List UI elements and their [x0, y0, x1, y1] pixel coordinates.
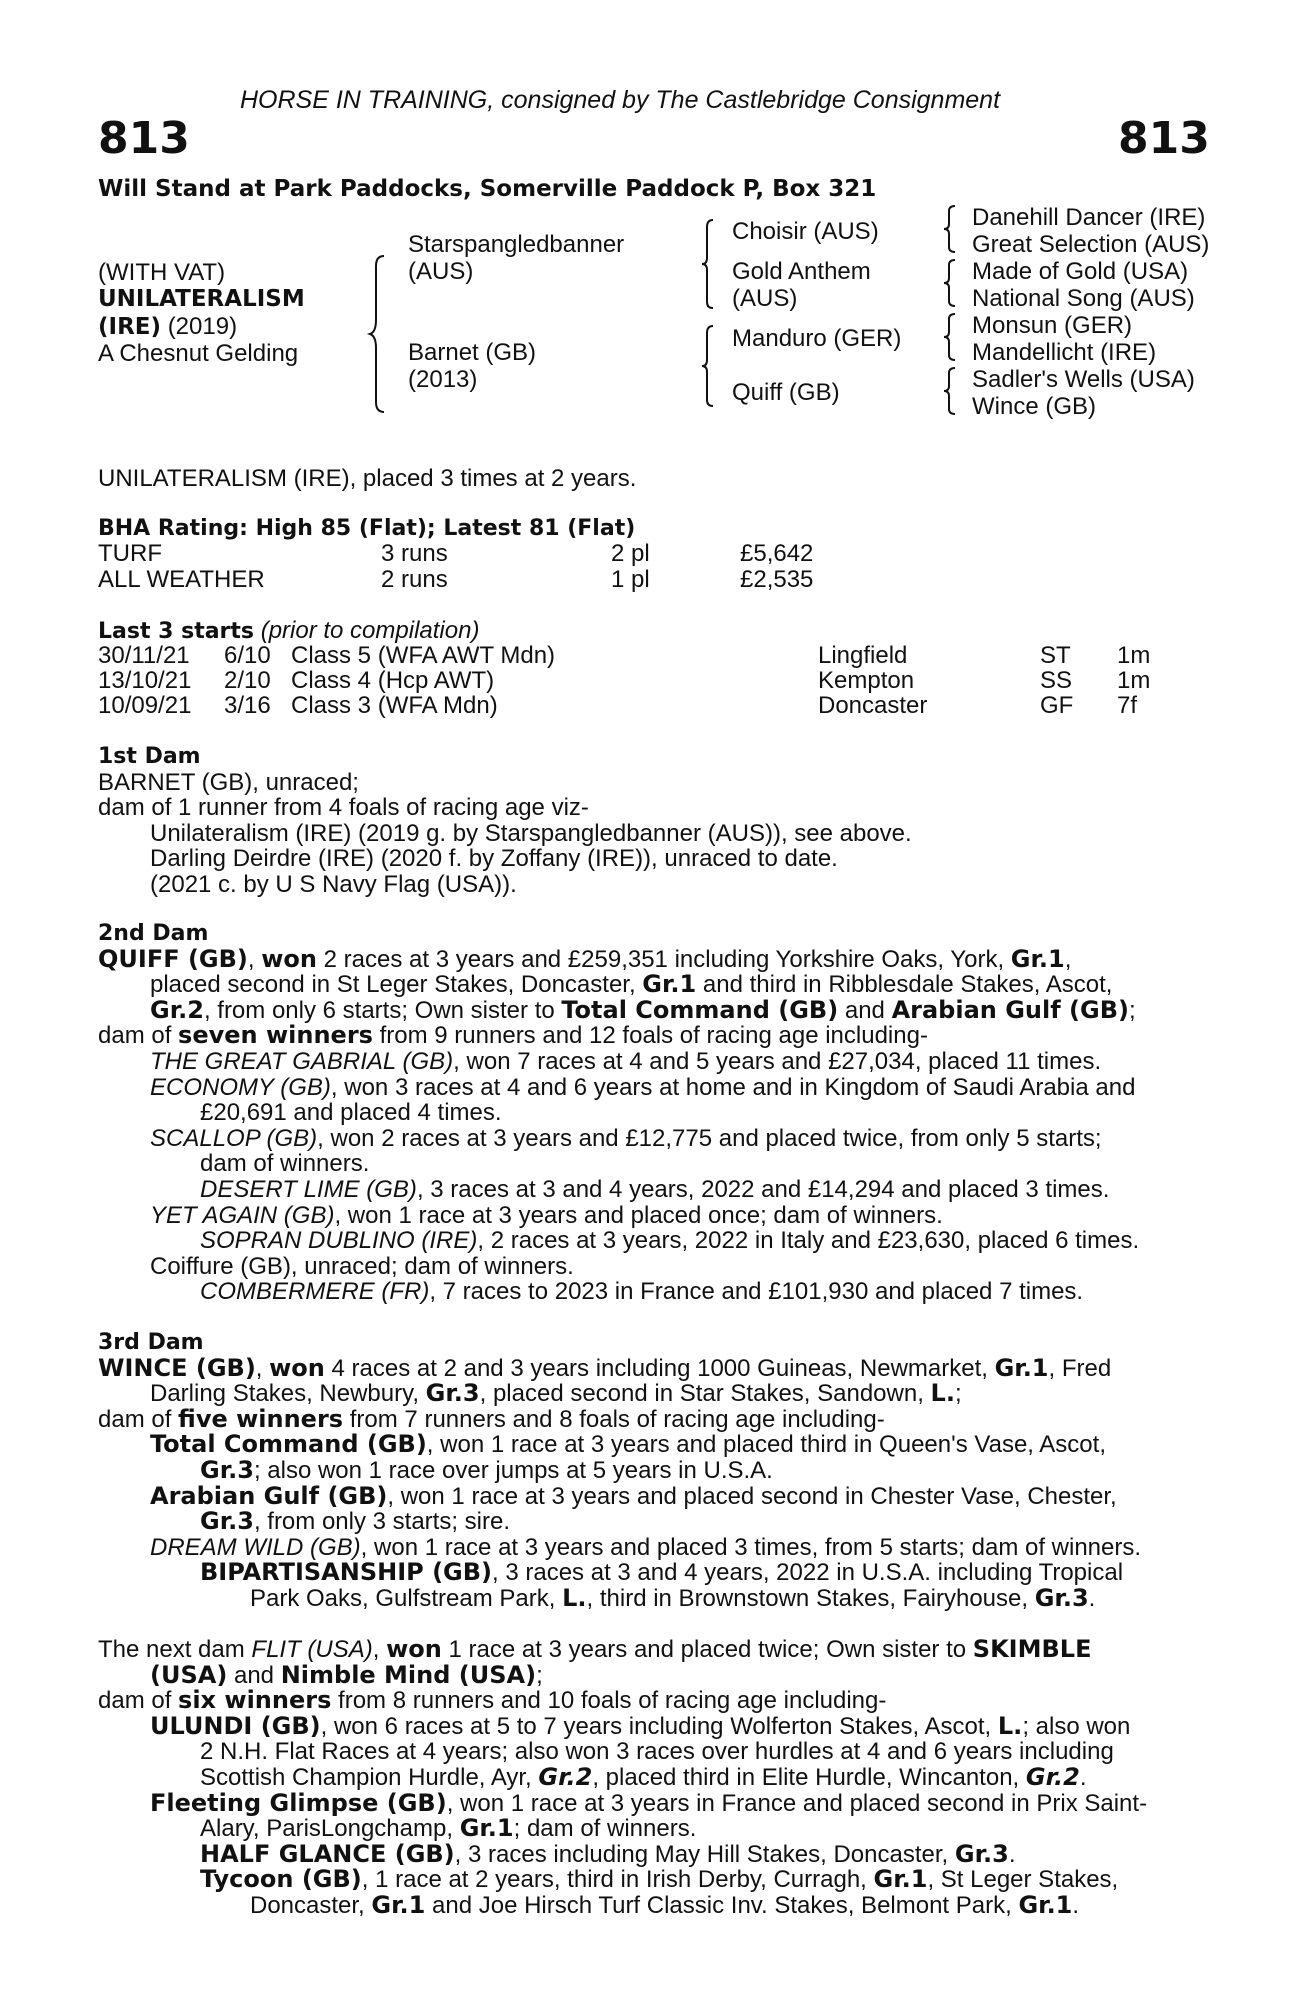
sire-dam-country: (AUS): [732, 285, 798, 312]
pedigree-brace-sire: [700, 218, 716, 310]
ancestor-dds: Sadler's Wells (USA): [972, 366, 1195, 393]
third-dam-section: 3rd Dam WINCE (GB), won 4 races at 2 and 3 years including 1000 Guineas, Newmarket, Gr.1, Fred Darling Stakes, Newbury, Gr.3, placed second in Star Stakes, Sandown, L.; dam of five winners from 7 runners and 8 foals of racing age including- Total Command (GB), won 1 race at 3 years and placed third in Queen's Vase, Ascot, Gr.3; also won 1 race over jumps at 5 years in U.S.A. Arabian Gulf (GB), won 1 race at 3 years and placed second in Chester Vase, Chester, Gr.3, from only 3 starts; sire. DREAM WILD (GB), won 1 race at 3 years and placed 3 times, from 5 starts; dam of winners. BIPARTISANSHIP (GB), 3 races at 3 and 4 years, 2022 in U.S.A. including Tropical Park Oaks, Gulfstream Park, L., third in Brownstown Stakes, Fairyhouse, Gr.3.: [98, 1330, 1208, 1612]
consignor-line: HORSE IN TRAINING, consigned by The Castlebridge Consignment: [240, 86, 1001, 114]
last-starts-title: Last 3 starts (prior to compilation): [98, 617, 480, 644]
ancestor-ssd: Great Selection (AUS): [972, 231, 1210, 258]
sire-dam-name: Gold Anthem: [732, 258, 871, 285]
dam-name: Barnet (GB): [408, 339, 537, 366]
horse-description: A Chesnut Gelding: [98, 340, 299, 367]
first-dam-heading: 1st Dam: [98, 744, 201, 769]
ancestor-ddd: Wince (GB): [972, 393, 1097, 420]
pedigree-brace-ss: [942, 204, 958, 254]
pedigree-brace-ds: [942, 312, 958, 362]
race-summary: UNILATERALISM (IRE), placed 3 times at 2 years.: [98, 465, 637, 492]
ancestor-sss: Danehill Dancer (IRE): [972, 204, 1206, 231]
vat-label: (WITH VAT): [98, 259, 226, 286]
next-dam-section: The next dam FLIT (USA), won 1 race at 3 years and placed twice; Own sister to SKIMBLE (USA) and Nimble Mind (USA); dam of six winners from 8 runners and 10 foals of racing age including- ULUNDI (GB), won 6 races at 5 to 7 years including Wolferton Stakes, Ascot, L.; also won 2 N.H. Flat Races at 4 years; also won 3 races over hurdles at 4 and 6 years including Scottish Champion Hurdle, Ayr, Gr.2, placed third in Elite Hurdle, Wincanton, Gr.2. Fleeting Glimpse (GB), won 1 race at 3 years in France and placed second in Prix Saint- Alary, ParisLongchamp, Gr.1; dam of winners. HALF GLANCE (GB), 3 races including May Hill Stakes, Doncaster, Gr.3. Tycoon (GB), 1 race at 2 years, third in Irish Derby, Curragh, Gr.1, St Leger Stakes, Doncaster, Gr.1 and Joe Hirsch Turf Classic Inv. Stakes, Belmont Park, Gr.1.: [98, 1635, 1148, 1919]
ancestor-sds: Made of Gold (USA): [972, 258, 1189, 285]
ancestor-dss: Monsun (GER): [972, 312, 1133, 339]
sire-name: Starspangledbanner: [408, 231, 625, 258]
horse-country-year: (IRE) (2019): [98, 313, 238, 340]
ancestor-dsd: Mandellicht (IRE): [972, 339, 1157, 366]
pedigree-brace-dam: [700, 324, 716, 408]
bha-rating-title: BHA Rating: High 85 (Flat); Latest 81 (Flat): [98, 516, 636, 541]
second-dam-heading: 2nd Dam: [98, 921, 209, 946]
sire-sire: Choisir (AUS): [732, 218, 879, 245]
pedigree-brace-main: [368, 254, 388, 414]
dam-sire: Manduro (GER): [732, 325, 902, 352]
pedigree-brace-sd: [942, 258, 958, 308]
lot-number-left: 813: [98, 113, 190, 164]
lot-number-right: 813: [1118, 113, 1210, 164]
pedigree-brace-dd: [942, 366, 958, 416]
location-line: Will Stand at Park Paddocks, Somerville Paddock P, Box 321: [98, 176, 877, 202]
third-dam-heading: 3rd Dam: [98, 1330, 204, 1355]
horse-name: UNILATERALISM: [98, 286, 305, 312]
first-dam-section: 1st Dam BARNET (GB), unraced; dam of 1 runner from 4 foals of racing age viz- Unilateralism (IRE) (2019 g. by Starspangledbanner (AUS)), see above. Darling Deirdre (IRE) (2020 f. by Zoffany (IRE)), unraced to date. (2021 c. by U S Navy Flag (USA)).: [98, 744, 912, 898]
dam-year: (2013): [408, 366, 478, 393]
ancestor-sdd: National Song (AUS): [972, 285, 1195, 312]
sire-country: (AUS): [408, 258, 474, 285]
dam-dam: Quiff (GB): [732, 379, 840, 406]
second-dam-section: 2nd Dam QUIFF (GB), won 2 races at 3 years and £259,351 including Yorkshire Oaks, York, Gr.1, placed second in St Leger Stakes, Doncaster, Gr.1 and third in Ribblesdale Stakes, Ascot, Gr.2, from only 6 starts; Own sister to Total Command (GB) and Arabian Gulf (GB); dam of seven winners from 9 runners and 12 foals of racing age including- THE GREAT GABRIAL (GB), won 7 races at 4 and 5 years and £27,034, placed 11 times. ECONOMY (GB), won 3 races at 4 and 6 years at home and in Kingdom of Saudi Arabia and £20,691 and placed 4 times. SCALLOP (GB), won 2 races at 3 years and £12,775 and placed twice, from only 5 starts; dam of winners. DESERT LIME (GB), 3 races at 3 and 4 years, 2022 and £14,294 and placed 3 times. YET AGAIN (GB), won 1 race at 3 years and placed once; dam of winners. SOPRAN DUBLINO (IRE), 2 races at 3 years, 2022 in Italy and £23,630, placed 6 times. Coiffure (GB), unraced; dam of winners. COMBERMERE (FR), 7 races to 2023 in France and £101,930 and placed 7 times.: [98, 921, 1208, 1305]
